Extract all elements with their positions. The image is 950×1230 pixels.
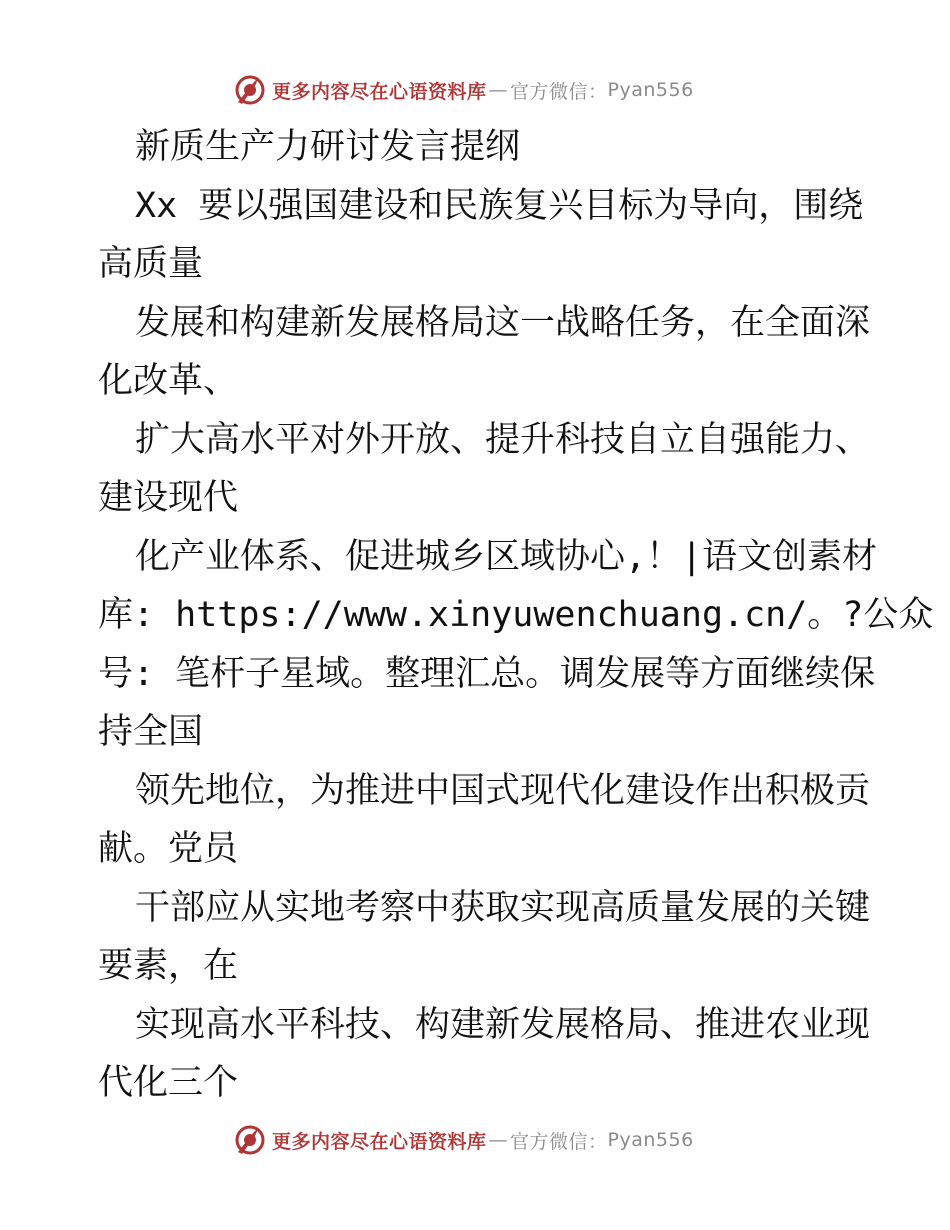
document-line: 库: https://www.xinyuwenchuang.cn/。?公众 xyxy=(98,595,934,635)
document-line: 化改革、 xyxy=(98,361,239,401)
document-line: 新质生产力研讨发言提纲 xyxy=(135,127,521,167)
banner-text: 更多内容尽在心语资料库 xyxy=(272,80,487,103)
brush-logo-icon xyxy=(232,72,268,108)
document-line: 化产业体系、促进城乡区域协心,！|语文创素材 xyxy=(135,536,878,577)
document-line: 号: 笔杆子星域。整理汇总。调发展等方面继续保 xyxy=(98,653,876,694)
document-line: 干部应从实地考察中获取实现高质量发展的关键 xyxy=(135,887,871,928)
document-body xyxy=(98,118,934,1113)
banner-dash: — xyxy=(488,79,509,101)
footer-watermark-banner xyxy=(232,1120,694,1160)
document-line: 建设现代 xyxy=(98,478,239,518)
banner-wechat-label: 官方微信： xyxy=(510,1130,608,1153)
document-line: 扩大高水平对外开放、提升科技自立自强能力、 xyxy=(135,419,871,460)
banner-handle: Pyan556 xyxy=(607,79,694,101)
document-line: Xx 要以强国建设和民族复兴目标为导向，围绕 xyxy=(135,185,864,226)
document-line: 实现高水平科技、构建新发展格局、推进农业现 xyxy=(135,1004,871,1045)
banner-handle: Pyan556 xyxy=(607,1129,694,1151)
document-line: 领先地位，为推进中国式现代化建设作出积极贡 xyxy=(135,770,871,811)
brush-logo-icon xyxy=(232,1122,268,1158)
header-watermark-banner xyxy=(232,70,694,110)
document-line: 发展和构建新发展格局这一战略任务，在全面深 xyxy=(135,302,871,343)
document-line: 持全国 xyxy=(98,712,204,752)
banner-dash: — xyxy=(488,1129,509,1151)
banner-wechat-label: 官方微信： xyxy=(510,80,608,103)
document-line: 献。党员 xyxy=(98,829,239,869)
document-line: 高质量 xyxy=(98,244,204,284)
document-line: 代化三个 xyxy=(98,1063,239,1103)
banner-text: 更多内容尽在心语资料库 xyxy=(272,1130,487,1153)
document-line: 要素，在 xyxy=(98,946,239,986)
